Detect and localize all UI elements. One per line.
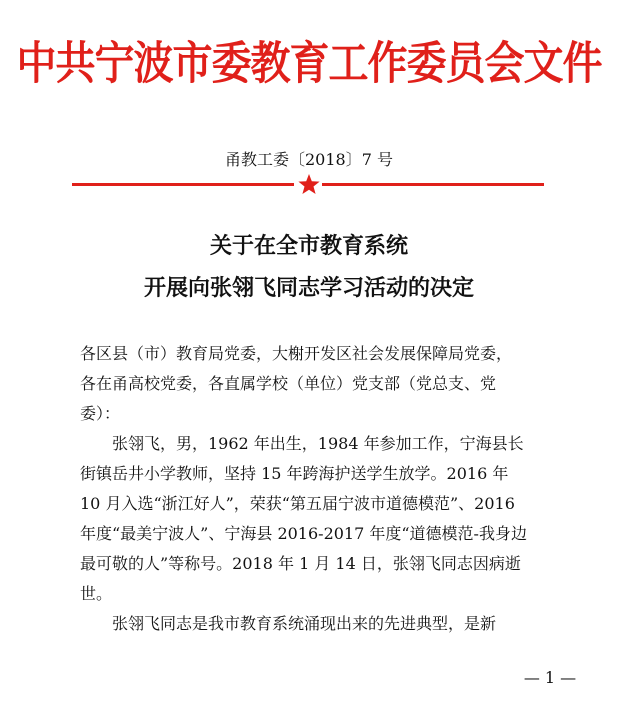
paragraph-2 (80, 609, 542, 639)
salutation-line: 委）： (80, 404, 121, 423)
issuer-header-title: 中共宁波市委教育工作委员会文件 (16, 38, 602, 90)
paragraph-line: 最可敬的人”等称号。2018 年 1 月 14 日，张翎飞同志因病逝 (80, 554, 521, 573)
paragraph-line: 街镇岳井小学教师，坚持 15 年跨海护送学生放学。2016 年 (80, 464, 509, 483)
salutation (80, 339, 542, 429)
paragraph-line: 张翎飞同志是我市教育系统涌现出来的先进典型，是新 (112, 614, 497, 633)
document-number: 甬教工委〔2018〕7 号 (225, 150, 393, 169)
star-icon (297, 173, 321, 195)
paragraph-line: 10 月入选“浙江好人”，荣获“第五届宁波市道德模范”、2016 (80, 494, 515, 513)
paragraph-1 (80, 429, 542, 609)
page-number: — 1 — (523, 668, 577, 687)
salutation-line: 各在甬高校党委，各直属学校（单位）党支部（党总支、党 (80, 374, 497, 393)
paragraph-line: 年度“最美宁波人”、宁海县 2016-2017 年度“道德模范-我身边 (80, 524, 527, 543)
red-rule-right (322, 183, 544, 186)
salutation-line: 各区县（市）教育局党委，大榭开发区社会发展保障局党委， (80, 344, 513, 363)
red-rule-left (72, 183, 294, 186)
paragraph-line: 世。 (80, 584, 113, 603)
document-title-line-1: 关于在全市教育系统 (209, 233, 408, 259)
document-title-line-2: 开展向张翎飞同志学习活动的决定 (143, 275, 474, 301)
paragraph-line: 张翎飞，男，1962 年出生，1984 年参加工作，宁海县长 (112, 434, 524, 453)
